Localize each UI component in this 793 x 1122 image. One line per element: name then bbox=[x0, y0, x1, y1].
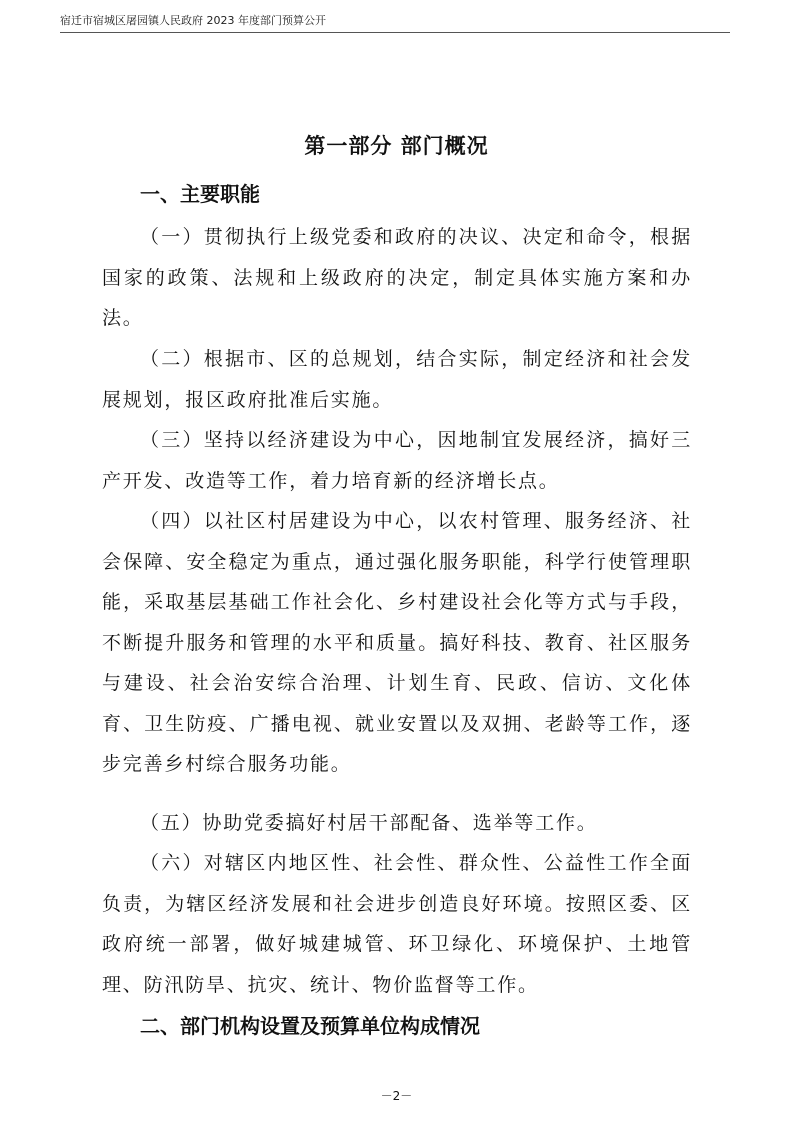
running-header: 宿迁市宿城区屠园镇人民政府 2023 年度部门预算公开 bbox=[60, 12, 730, 33]
paragraph-function-4: （四）以社区村居建设为中心，以农村管理、服务经济、社会保障、安全稳定为重点，通过强化服务职能，科学行使管理职能，采取基层基础工作社会化、乡村建设社会化等方式与手段，不断提升服务和管理的水平和质量。搞好科技、教育、社区服务与建设、社会治安综合治理、计划生育、民政、信访、文化体育、卫生防疫、广播电视、就业安置以及双拥、老龄等工作，逐步完善乡村综合服务功能。 bbox=[102, 510, 692, 775]
paragraph-function-6: （六）对辖区内地区性、社会性、群众性、公益性工作全面负责，为辖区经济发展和社会进步创造良好环境。按照区委、区政府统一部署，做好城建城管、环卫绿化、环境保护、土地管理、防汛防旱、抗灾、统计、物价监督等工作。 bbox=[102, 852, 692, 996]
paragraph-function-1: （一）贯彻执行上级党委和政府的决议、决定和命令，根据国家的政策、法规和上级政府的决定，制定具体实施方案和办法。 bbox=[102, 226, 692, 329]
section-heading-functions: 一、主要职能 bbox=[140, 182, 260, 206]
page-number: －2－ bbox=[380, 1089, 413, 1103]
section-heading-structure: 二、部门机构设置及预算单位构成情况 bbox=[140, 1014, 480, 1038]
page-title: 第一部分 部门概况 bbox=[304, 134, 489, 158]
paragraph-function-5: （五）协助党委搞好村居干部配备、选举等工作。 bbox=[140, 812, 598, 834]
paragraph-function-2: （二）根据市、区的总规划，结合实际，制定经济和社会发展规划，报区政府批准后实施。 bbox=[102, 348, 692, 411]
paragraph-function-3: （三）坚持以经济建设为中心，因地制宜发展经济，搞好三产开发、改造等工作，着力培育新的经济增长点。 bbox=[102, 429, 692, 492]
